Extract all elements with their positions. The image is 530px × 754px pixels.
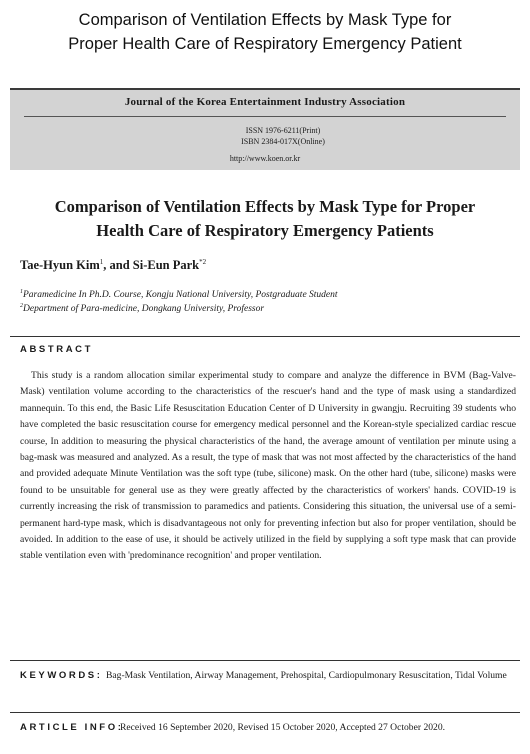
page-heading-line1: Comparison of Ventilation Effects by Mask Type for [78, 11, 452, 29]
author-superscript: *2 [199, 258, 207, 266]
paper-title-line1: Comparison of Ventilation Effects by Mask Type for Proper [54, 197, 476, 216]
affiliation-superscript: 2 [20, 303, 23, 309]
page-heading-line2: Proper Health Care of Respiratory Emergency Patient [68, 35, 462, 53]
affiliation-superscript: 1 [20, 289, 23, 295]
author-list [20, 258, 206, 273]
affiliation [20, 300, 264, 315]
article-info-label: ARTICLE INFO: [20, 722, 124, 733]
journal-url: http://www.koen.or.kr [229, 154, 301, 163]
page-heading [0, 8, 530, 56]
paper-title-line2: Health Care of Respiratory Emergency Patients [96, 221, 434, 240]
keywords-text: Bag-Mask Ventilation, Airway Management, Prehospital, Cardiopulmonary Resuscitation, Tidal Volume [106, 670, 507, 681]
affiliation [20, 286, 338, 301]
journal-divider [24, 116, 506, 117]
affiliation-text: Department of Para-medicine, Dongkang University, Professor [23, 304, 265, 315]
article-info-text: Received 16 September 2020, Revised 15 October 2020, Accepted 27 October 2020. [120, 722, 446, 733]
author-separator: , and [103, 258, 133, 273]
abstract-text: This study is a random allocation similar experimental study to compare and analyze the difference in BVM (Bag-Valve-Mask) ventilation volume according to the characteristics of the rescuer's hand and the type of mask using a standardized mannequin. To this end, the Basic Life Resuscitation Education Center of D University in gwangju. Recruiting 39 students who have completed the basic resuscitation course for emergency medical personnel and the Korean-style specialized cardiac rescue course, In addition to measuring the physical characteristics of the hand, the average amount of ventilation per minute using a bag-mask was measured and analyzed. As a result, the type of mask that was not most affected by the characteristics of the hand and provided adequate Minute Ventilation was the soft type (tube, silicone) mask. On the other hard (tube, silicone) masks were found to be unsuitable for general use as they were greatly affected by the characteristics of workers' hands. COVID-19 is currently increasing the risk of transmission to paramedics and patients. Considering this situation, the universal use of a semi-permanent hard-type mask, which is disadvantageous not only for preventing infection but also for proper ventilation, should be avoided. In addition to the ease of use, it should be actively utilized in the field by supplying a soft type mask that can provide stable ventilation even with 'predominance recognition' and proper ventilation. [20, 370, 516, 562]
journal-header-box [10, 88, 520, 170]
section-divider [10, 660, 520, 661]
author-name: Si-Eun Park [132, 258, 200, 273]
section-divider [10, 712, 520, 713]
affiliation-text: Paramedicine In Ph.D. Course, Kongju National University, Postgraduate Student [23, 290, 338, 301]
journal-name: Journal of the Korea Entertainment Industry Association [124, 96, 406, 108]
issn-print: ISSN 1976-6211(Print) [245, 126, 321, 135]
abstract-label: ABSTRACT [20, 344, 94, 355]
author-superscript: 1 [99, 258, 104, 266]
author-name: Tae-Hyun Kim [20, 258, 100, 273]
issn-block [10, 125, 520, 147]
issn-online: ISBN 2384-017X(Online) [241, 137, 325, 146]
keywords-label: KEYWORDS: [20, 670, 103, 681]
paper-title [10, 195, 520, 243]
section-divider [10, 336, 520, 337]
